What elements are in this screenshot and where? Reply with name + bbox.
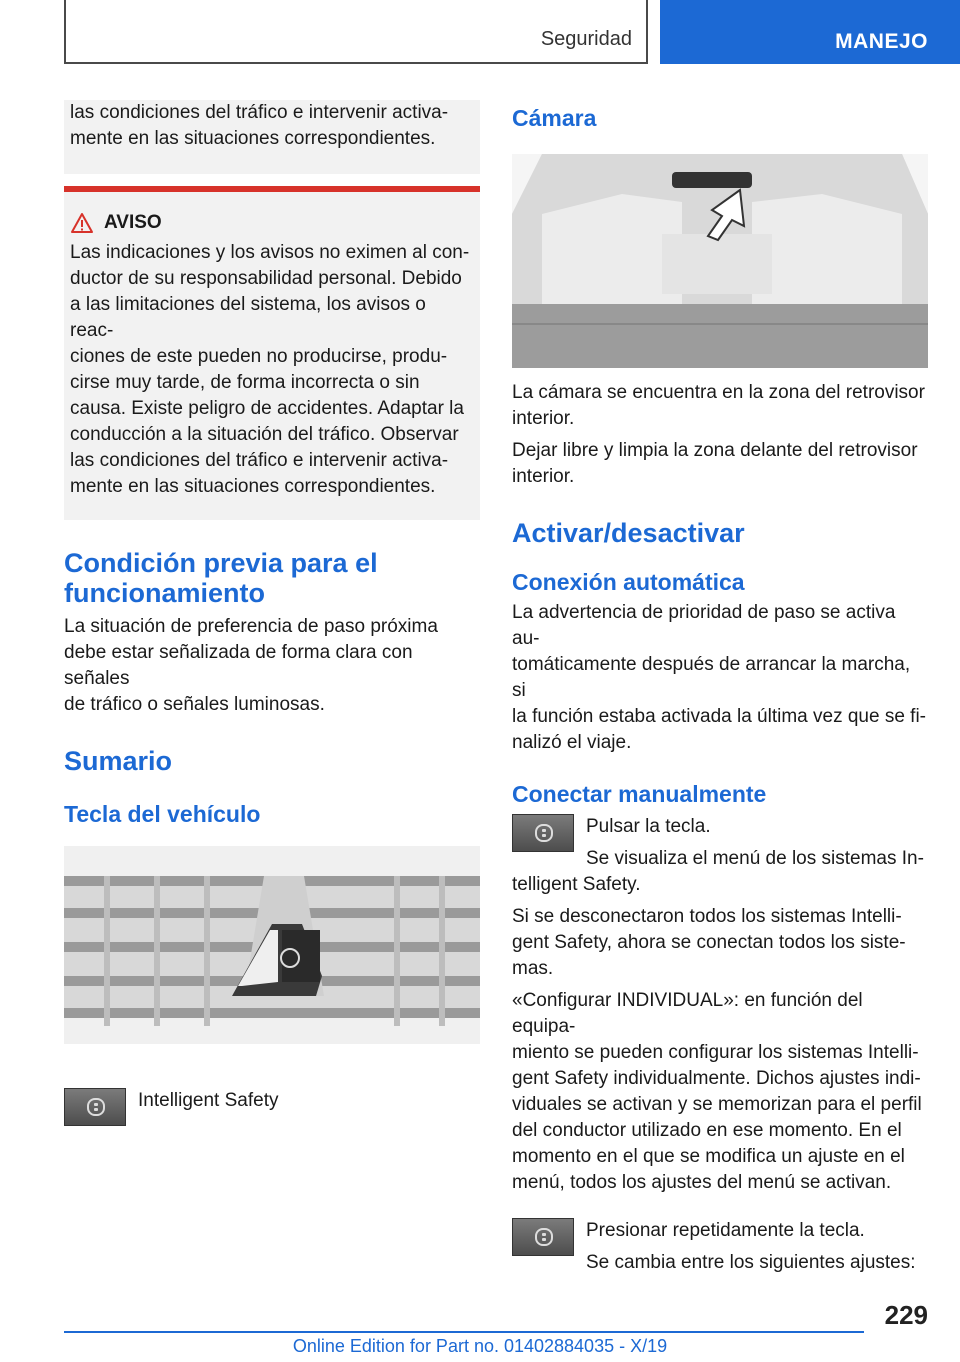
vehicle-key-heading: Tecla del vehículo	[64, 801, 261, 827]
text-line: gent Safety individualmente. Dichos ajustes indi-	[512, 1068, 921, 1089]
warning-line: ductor de su responsabilidad personal. Debido	[70, 268, 462, 289]
warning-line: causa. Existe peligro de accidentes. Adaptar la	[70, 398, 464, 419]
warning-line: cirse muy tarde, de forma incorrecta o sin	[70, 372, 420, 393]
footer-edition: Online Edition for Part no. 01402884035 - X/19	[292, 1336, 668, 1356]
text-line: La advertencia de prioridad de paso se activa au-	[512, 602, 896, 649]
auto-heading: Conexión automática	[512, 569, 745, 595]
page-number: 229	[884, 1300, 928, 1330]
button-caption: Intelligent Safety	[138, 1090, 279, 1111]
manual-heading: Conectar manualmente	[512, 781, 767, 807]
chapter-tab	[660, 0, 960, 64]
precondition-section	[64, 548, 480, 718]
text-line: Presionar repetidamente la tecla.	[586, 1220, 865, 1241]
text-line: «Configurar INDIVIDUAL»: en función del equipa-	[512, 990, 863, 1037]
text-line: Se visualiza el menú de los sistemas In-	[586, 848, 924, 869]
repeat-step-row	[512, 1218, 928, 1276]
warning-box	[64, 186, 480, 520]
chapter-tab-label: MANEJO	[835, 30, 928, 53]
text-line: miento se pueden configurar los sistemas Intelli-	[512, 1042, 919, 1063]
warning-line: Las indicaciones y los avisos no eximen al con-	[70, 242, 470, 263]
summary-heading: Sumario	[64, 746, 173, 776]
text-line: interior.	[512, 466, 575, 487]
activate-heading: Activar/desactivar	[512, 518, 745, 548]
right-column	[512, 100, 928, 1276]
camera-heading: Cámara	[512, 105, 597, 131]
left-column	[64, 100, 480, 1126]
text-line: viduales se activan y se memorizan para el perfil	[512, 1094, 922, 1115]
text-line: menú, todos los ajustes del menú se activan.	[512, 1172, 892, 1193]
intelligent-safety-button-icon	[64, 1088, 126, 1126]
text-line: tomáticamente después de arrancar la marcha, si	[512, 654, 911, 701]
text-line: momento en el que se modifica un ajuste en el	[512, 1146, 905, 1167]
heading-line: Condición previa para el	[64, 548, 378, 578]
text-line: mente en las situaciones correspondientes.	[70, 128, 436, 149]
text-line: Se cambia entre los siguientes ajustes:	[586, 1252, 916, 1273]
text-line: gent Safety, ahora se conectan todos los siste-	[512, 932, 906, 953]
warning-line: ciones de este pueden no producirse, produ-	[70, 346, 448, 367]
text-line: Pulsar la tecla.	[586, 816, 711, 837]
warning-line: conducción a la situación del tráfico. Observar	[70, 424, 459, 445]
text-line: de tráfico o señales luminosas.	[64, 694, 325, 715]
header-section-box	[64, 0, 648, 64]
camera-photo	[512, 154, 928, 368]
intelligent-safety-button-icon	[512, 1218, 574, 1256]
section-title: Seguridad	[540, 28, 632, 50]
text-line: Dejar libre y limpia la zona delante del retrovisor	[512, 440, 918, 461]
precondition-heading	[64, 548, 480, 608]
vehicle-key-photo	[64, 846, 480, 1068]
warning-triangle-icon	[70, 212, 94, 234]
text-line: La situación de preferencia de paso próxima	[64, 616, 438, 637]
text-line: interior.	[512, 408, 575, 429]
warning-line: las condiciones del tráfico e intervenir activa-	[70, 450, 449, 471]
intelligent-safety-row	[64, 1088, 480, 1126]
text-line: mas.	[512, 958, 554, 979]
text-line: Si se desconectaron todos los sistemas Intelli-	[512, 906, 902, 927]
manual-step-text	[586, 814, 924, 872]
text-line: telligent Safety.	[512, 874, 641, 895]
warning-title	[70, 212, 474, 234]
warning-title-label: AVISO	[104, 212, 162, 233]
manual-step-row	[512, 814, 928, 872]
repeat-step-text	[586, 1218, 916, 1276]
text-line: las condiciones del tráfico e intervenir activa-	[70, 102, 449, 123]
text-line: nalizó el viaje.	[512, 732, 632, 753]
warning-continuation	[64, 100, 480, 174]
intelligent-safety-button-icon	[512, 814, 574, 852]
text-line: La cámara se encuentra en la zona del retrovisor	[512, 382, 925, 403]
footer-divider	[64, 1331, 864, 1333]
heading-line: funcionamiento	[64, 578, 265, 608]
text-line: del conductor utilizado en ese momento. En el	[512, 1120, 902, 1141]
text-line: la función estaba activada la última vez que se fi-	[512, 706, 927, 727]
warning-line: mente en las situaciones correspondientes.	[70, 476, 436, 497]
warning-line: a las limitaciones del sistema, los avisos o reac-	[70, 294, 426, 341]
text-line: debe estar señalizada de forma clara con señales	[64, 642, 413, 689]
